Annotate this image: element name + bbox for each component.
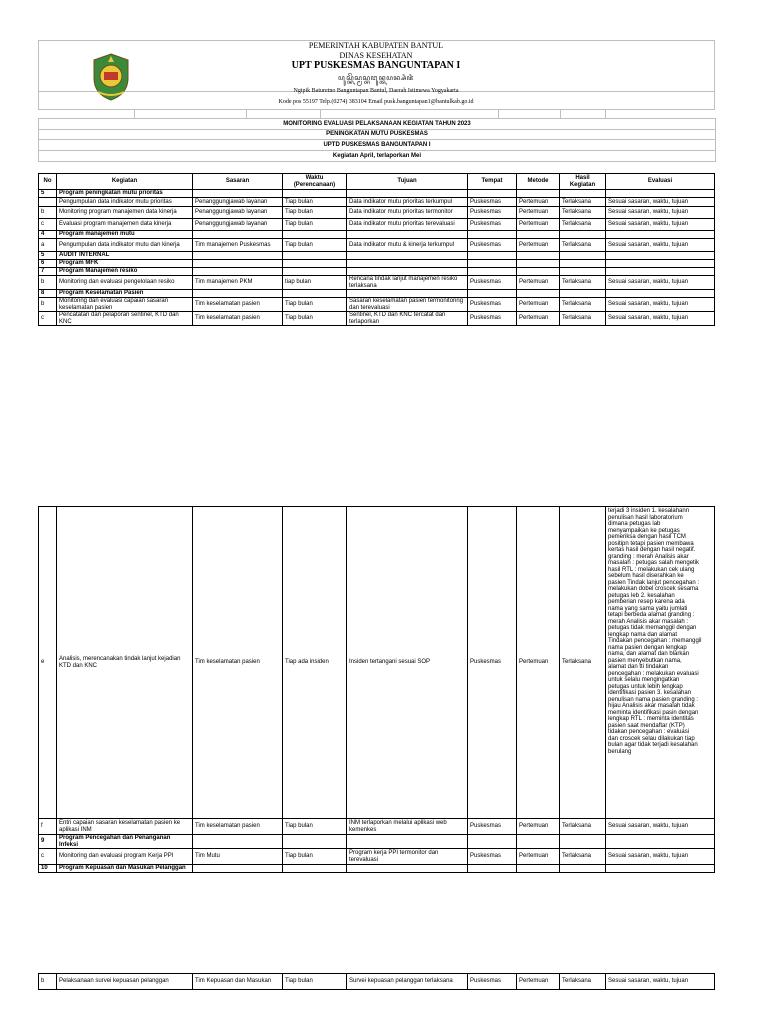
cell-kegiatan: Monitoring dan evaluasi program Kerja PPI xyxy=(57,849,193,865)
cell-no: a xyxy=(39,239,57,252)
cell-evaluasi: Sesuai sasaran, waktu, tujuan xyxy=(606,974,715,990)
cell-metode xyxy=(517,268,560,276)
cell-hasil: Terlaksana xyxy=(560,207,606,219)
cell-hasil: Terlaksana xyxy=(560,239,606,252)
column-header: Waktu (Perencanaan) xyxy=(283,174,347,190)
cell-tujuan: INM terlaporkan melalui aplikasi web kemenkes xyxy=(347,819,468,835)
cell-no: b xyxy=(39,298,57,312)
cell-sasaran xyxy=(193,190,283,198)
section-row xyxy=(39,865,715,873)
cell-waktu xyxy=(283,252,347,260)
cell-metode: Pertemuan xyxy=(517,298,560,312)
header-row xyxy=(39,174,715,190)
cell-evaluasi: Sesuai sasaran, waktu, tujuan xyxy=(606,276,715,290)
cell-kegiatan: Program MFK xyxy=(57,260,193,268)
cell-evaluasi: terjadi 3 insiden 1. kesalahann penulisan hasil laboratorium dimana petugas lab menyampaikan ke petugas pemeriksa dengan hasil TCM positipn tetapi pasien membawa kertas hasil dengan hasil negatif. granding : merah Analisis akar masalah : petugas salah mengetik hasil RTL : melakukan cek ulang sebelum hasil diserahkan ke pasien Tindak lanjut pencegahan : melakukan dobel croscek sesama petugas leb 2. kesalahan pemberian resep karena ada nama yang sama yaitu jumlati tetapi berbeda alamat granding : merah Analisis akar masalah : petugas tidak memanggil dengan lengkap nama dan alamat Tindakan pencegahan : memanggil nama pasien dengan lengkap nama, dan alamat dan blarkan pasien menyebutkan nama, alamat dan tti tindakan pencegahan : melakukan evaluasi untuk selalu mengingatkan petugas untuk lebih lengkap identifikasi pasien 3. kesalahan penulisan nama pasien granding : hijau Analisis akar masalah tidak meminta identifikasi pasin dengan lengkap RTL : meminta identitas pasien saat mendaftar (KTP) tidakan pencegahan : evaluasi dan croscek selau dilakukan tiap bulan agar tidak terjadi kesalahan berulang xyxy=(606,507,715,819)
section-row xyxy=(39,268,715,276)
dept-name: DINAS KESEHATAN xyxy=(339,51,413,60)
cell-hasil: Terlaksana xyxy=(560,298,606,312)
cell-tujuan: Insiden tertangani sesuai SOP xyxy=(347,507,468,819)
cell-kegiatan: Program Manajemen resiko xyxy=(57,268,193,276)
cell-waktu xyxy=(283,268,347,276)
cell-tempat xyxy=(468,268,517,276)
cell-hasil: Terlaksana xyxy=(560,849,606,865)
cell-metode: Pertemuan xyxy=(517,207,560,219)
cell-tujuan xyxy=(347,290,468,298)
cell-no: 4 xyxy=(39,231,57,239)
cell-metode xyxy=(517,252,560,260)
cell-tujuan xyxy=(347,865,468,873)
cell-sasaran: Tim keselamatan pasien xyxy=(193,819,283,835)
cell-kegiatan: Program Kepuasan dan Masukan Pelanggan xyxy=(57,865,193,873)
cell-kegiatan: Evaluasi program manajemen data kinerja xyxy=(57,219,193,231)
cell-tempat xyxy=(468,865,517,873)
cell-sasaran: Tim Kepuasan dan Masukan xyxy=(193,974,283,990)
cell-metode: Pertemuan xyxy=(517,198,560,207)
cell-kegiatan: Monitoring program manajemen data kinerja xyxy=(57,207,193,219)
cell-tujuan xyxy=(347,252,468,260)
cell-tempat: Puskesmas xyxy=(468,219,517,231)
cell-metode xyxy=(517,290,560,298)
report-unit: UPTD PUSKESMAS BANGUNTAPAN I xyxy=(38,140,716,151)
cell-tempat: Puskesmas xyxy=(468,819,517,835)
cell-tujuan xyxy=(347,835,468,849)
javanese-script: ꦥꦸꦱ꧀ꦏꦼꦱ꧀ꦩꦱ꧀ꦧꦔꦸꦤ꧀ꦠꦥꦤ꧀ꦱꦶꦗꦶ xyxy=(338,74,414,82)
cell-evaluasi: Sesuai sasaran, waktu, tujuan xyxy=(606,219,715,231)
cell-metode xyxy=(517,865,560,873)
cell-hasil: Terlaksana xyxy=(560,276,606,290)
cell-tempat: Puskesmas xyxy=(468,312,517,326)
column-header: No xyxy=(39,174,57,190)
cell-no: 7 xyxy=(39,268,57,276)
cell-no: c xyxy=(39,312,57,326)
table-row xyxy=(39,312,715,326)
column-header: Tempat xyxy=(468,174,517,190)
cell-sasaran: Tim keselamatan pasien xyxy=(193,298,283,312)
cell-hasil: Terlaksana xyxy=(560,219,606,231)
cell-hasil xyxy=(560,231,606,239)
cell-no: b xyxy=(39,974,57,990)
cell-metode: Pertemuan xyxy=(517,276,560,290)
cell-sasaran: Penanggungjawab layanan xyxy=(193,219,283,231)
cell-tempat: Puskesmas xyxy=(468,507,517,819)
contact: Kode pos 55197 Telp.(0274) 383104 Email pusk.banguntapan1@bantulkab.go.id xyxy=(278,99,474,105)
cell-evaluasi xyxy=(606,190,715,198)
cell-no: c xyxy=(39,219,57,231)
column-header: Metode xyxy=(517,174,560,190)
cell-tempat: Puskesmas xyxy=(468,198,517,207)
cell-metode: Pertemuan xyxy=(517,312,560,326)
cell-waktu xyxy=(283,835,347,849)
table-row xyxy=(39,276,715,290)
cell-evaluasi xyxy=(606,252,715,260)
cell-evaluasi xyxy=(606,865,715,873)
cell-waktu: Tiap bulan xyxy=(283,207,347,219)
cell-sasaran: Tim Mutu xyxy=(193,849,283,865)
cell-waktu xyxy=(283,290,347,298)
cell-evaluasi xyxy=(606,260,715,268)
cell-sasaran xyxy=(193,231,283,239)
cell-kegiatan: Program manajemen mutu xyxy=(57,231,193,239)
cell-no: b xyxy=(39,276,57,290)
cell-sasaran: Penanggungjawab layanan xyxy=(193,198,283,207)
cell-sasaran: Tim manajemen PKM xyxy=(193,276,283,290)
cell-tujuan xyxy=(347,260,468,268)
column-header: Kegiatan xyxy=(57,174,193,190)
cell-evaluasi: Sesuai sasaran, waktu, tujuan xyxy=(606,239,715,252)
activity-table xyxy=(38,173,715,326)
cell-tujuan: Data indikator mutu prioritas terkumpul xyxy=(347,198,468,207)
cell-metode xyxy=(517,260,560,268)
address: Ngipik Baturetno Banguntapan Bantul, Daerah Istimewa Yogyakarta xyxy=(293,88,459,94)
cell-no: 8 xyxy=(39,290,57,298)
cell-metode: Pertemuan xyxy=(517,219,560,231)
cell-evaluasi xyxy=(606,231,715,239)
cell-tujuan: Data indikator mutu prioritas termonitor xyxy=(347,207,468,219)
cell-waktu: Tiap bulan xyxy=(283,198,347,207)
cell-kegiatan: Program peningkatan mutu prioritas xyxy=(57,190,193,198)
table-row xyxy=(39,849,715,865)
cell-tujuan xyxy=(347,190,468,198)
cell-no: f xyxy=(39,819,57,835)
cell-evaluasi: Sesuai sasaran, waktu, tujuan xyxy=(606,849,715,865)
cell-tujuan xyxy=(347,268,468,276)
cell-tujuan xyxy=(347,231,468,239)
cell-hasil: Terlaksana xyxy=(560,312,606,326)
cell-tujuan: Data indikator mutu & kinerja terkumpul xyxy=(347,239,468,252)
report-title: MONITORING EVALUASI PELAKSANAAN KEGIATAN TAHUN 2023 xyxy=(38,118,716,130)
cell-waktu xyxy=(283,231,347,239)
table-row xyxy=(39,239,715,252)
cell-hasil xyxy=(560,268,606,276)
cell-sasaran xyxy=(193,835,283,849)
cell-hasil xyxy=(560,835,606,849)
cell-sasaran: Tim manajemen Puskesmas xyxy=(193,239,283,252)
cell-tempat: Puskesmas xyxy=(468,276,517,290)
column-header: Sasaran xyxy=(193,174,283,190)
table-row xyxy=(39,819,715,835)
cell-no xyxy=(39,198,57,207)
table-row xyxy=(39,198,715,207)
column-header: Evaluasi xyxy=(606,174,715,190)
table-row xyxy=(39,298,715,312)
unit-name: UPT PUSKESMAS BANGUNTAPAN I xyxy=(291,60,461,71)
cell-kegiatan: Monitoring dan evaluasi capaian sasaran keselamatan pasien xyxy=(57,298,193,312)
cell-tempat xyxy=(468,231,517,239)
section-row xyxy=(39,290,715,298)
table-row xyxy=(39,974,715,990)
cell-metode: Pertemuan xyxy=(517,819,560,835)
cell-tempat xyxy=(468,290,517,298)
cell-kegiatan: Program Keselamatan Pasien xyxy=(57,290,193,298)
cell-metode: Pertemuan xyxy=(517,849,560,865)
cell-no: e xyxy=(39,507,57,819)
cell-sasaran xyxy=(193,268,283,276)
cell-kegiatan: Pengumpulan data indikator mutu dan kinerja xyxy=(57,239,193,252)
table-row xyxy=(39,507,715,819)
cell-tempat: Puskesmas xyxy=(468,974,517,990)
cell-no: 9 xyxy=(39,835,57,849)
cell-tempat: Puskesmas xyxy=(468,849,517,865)
cell-evaluasi xyxy=(606,835,715,849)
cell-waktu: tiap bulan xyxy=(283,276,347,290)
cell-metode xyxy=(517,231,560,239)
cell-tempat xyxy=(468,190,517,198)
table-row xyxy=(39,219,715,231)
cell-sasaran xyxy=(193,290,283,298)
cell-tujuan: Rencana tindak lanjut manajemen resiko terlaksana xyxy=(347,276,468,290)
cell-no: 5 xyxy=(39,252,57,260)
cell-hasil: Terlaksana xyxy=(560,819,606,835)
cell-tempat: Puskesmas xyxy=(468,239,517,252)
report-subtitle: PENINGKATAN MUTU PUSKESMAS xyxy=(38,129,716,140)
cell-metode xyxy=(517,835,560,849)
cell-metode xyxy=(517,190,560,198)
cell-sasaran: Tim keselamatan pasien xyxy=(193,507,283,819)
cell-no: 6 xyxy=(39,260,57,268)
column-header: Hasil Kegiatan xyxy=(560,174,606,190)
cell-tujuan: Sentinel, KTD dan KNC tercatat dan terlaporkan xyxy=(347,312,468,326)
cell-no: 5 xyxy=(39,190,57,198)
cell-no: 10 xyxy=(39,865,57,873)
cell-sasaran: Tim keselamatan pasien xyxy=(193,312,283,326)
report-period: Kegiatan April, terlaporkan Mei xyxy=(38,151,716,162)
cell-sasaran: Penanggungjawab layanan xyxy=(193,207,283,219)
cell-hasil: Terlaksana xyxy=(560,507,606,819)
cell-waktu: Tiap ada insiden xyxy=(283,507,347,819)
cell-tujuan: Data indikator mutu prioritas terevaluasi xyxy=(347,219,468,231)
cell-tujuan: Sasaran keselamatan pasien termonitoring dan terevaluasi xyxy=(347,298,468,312)
cell-evaluasi xyxy=(606,268,715,276)
cell-evaluasi: Sesuai sasaran, waktu, tujuan xyxy=(606,207,715,219)
cell-tempat: Puskesmas xyxy=(468,207,517,219)
cell-hasil xyxy=(560,865,606,873)
cell-tempat xyxy=(468,260,517,268)
cell-tujuan: Survei kepuasan pelanggan terlaksana xyxy=(347,974,468,990)
cell-sasaran xyxy=(193,865,283,873)
gov-name: PEMERINTAH KABUPATEN BANTUL xyxy=(308,41,444,50)
cell-waktu: Tiap bulan xyxy=(283,974,347,990)
cell-no: c xyxy=(39,849,57,865)
cell-tempat: Puskesmas xyxy=(468,298,517,312)
cell-waktu: Tiap bulan xyxy=(283,312,347,326)
table-row xyxy=(39,207,715,219)
cell-evaluasi: Sesuai sasaran, waktu, tujuan xyxy=(606,819,715,835)
cell-tujuan: Program kerja PPI termonitor dan terevaluasi xyxy=(347,849,468,865)
cell-hasil xyxy=(560,260,606,268)
section-row xyxy=(39,190,715,198)
cell-evaluasi xyxy=(606,290,715,298)
cell-waktu xyxy=(283,190,347,198)
cell-waktu: Tiap bulan xyxy=(283,239,347,252)
cell-kegiatan: Pengumpulan data indikator mutu prioritas xyxy=(57,198,193,207)
cell-waktu: Tiap bulan xyxy=(283,298,347,312)
column-header: Tujuan xyxy=(347,174,468,190)
cell-kegiatan: Monitoring dan evaluasi pengelolaan resiko xyxy=(57,276,193,290)
section-row xyxy=(39,260,715,268)
cell-evaluasi: Sesuai sasaran, waktu, tujuan xyxy=(606,312,715,326)
cell-metode: Pertemuan xyxy=(517,507,560,819)
cell-tempat xyxy=(468,252,517,260)
cell-hasil xyxy=(560,252,606,260)
cell-hasil: Terlaksana xyxy=(560,198,606,207)
cell-kegiatan: Program Pencegahan dan Penanganan Infeksi xyxy=(57,835,193,849)
cell-kegiatan: Entri capaian sasaran keselamatan pasien ke aplikasi INM xyxy=(57,819,193,835)
cell-metode: Pertemuan xyxy=(517,239,560,252)
cell-sasaran xyxy=(193,260,283,268)
cell-kegiatan: Pelaksanaan survei kepuasan pelanggan xyxy=(57,974,193,990)
cell-waktu: Tiap bulan xyxy=(283,819,347,835)
cell-kegiatan: Pencatatan dan pelaporan sentinel, KTD dan KNC xyxy=(57,312,193,326)
cell-hasil xyxy=(560,290,606,298)
activity-table-bottom xyxy=(38,973,715,990)
cell-evaluasi: Sesuai sasaran, waktu, tujuan xyxy=(606,198,715,207)
cell-waktu xyxy=(283,260,347,268)
section-row xyxy=(39,231,715,239)
cell-waktu xyxy=(283,865,347,873)
cell-metode: Pertemuan xyxy=(517,974,560,990)
cell-waktu: Tiap bulan xyxy=(283,219,347,231)
cell-waktu: Tiap bulan xyxy=(283,849,347,865)
section-row xyxy=(39,252,715,260)
section-row xyxy=(39,835,715,849)
cell-tempat xyxy=(468,835,517,849)
cell-kegiatan: Analisis, merencanakan tindak lanjut kejadian KTD dan KNC xyxy=(57,507,193,819)
cell-evaluasi: Sesuai sasaran, waktu, tujuan xyxy=(606,298,715,312)
activity-table-continued xyxy=(38,506,715,873)
cell-sasaran xyxy=(193,252,283,260)
cell-hasil: Terlaksana xyxy=(560,974,606,990)
cell-hasil xyxy=(560,190,606,198)
cell-no: b xyxy=(39,207,57,219)
cell-kegiatan: AUDIT INTERNAL xyxy=(57,252,193,260)
